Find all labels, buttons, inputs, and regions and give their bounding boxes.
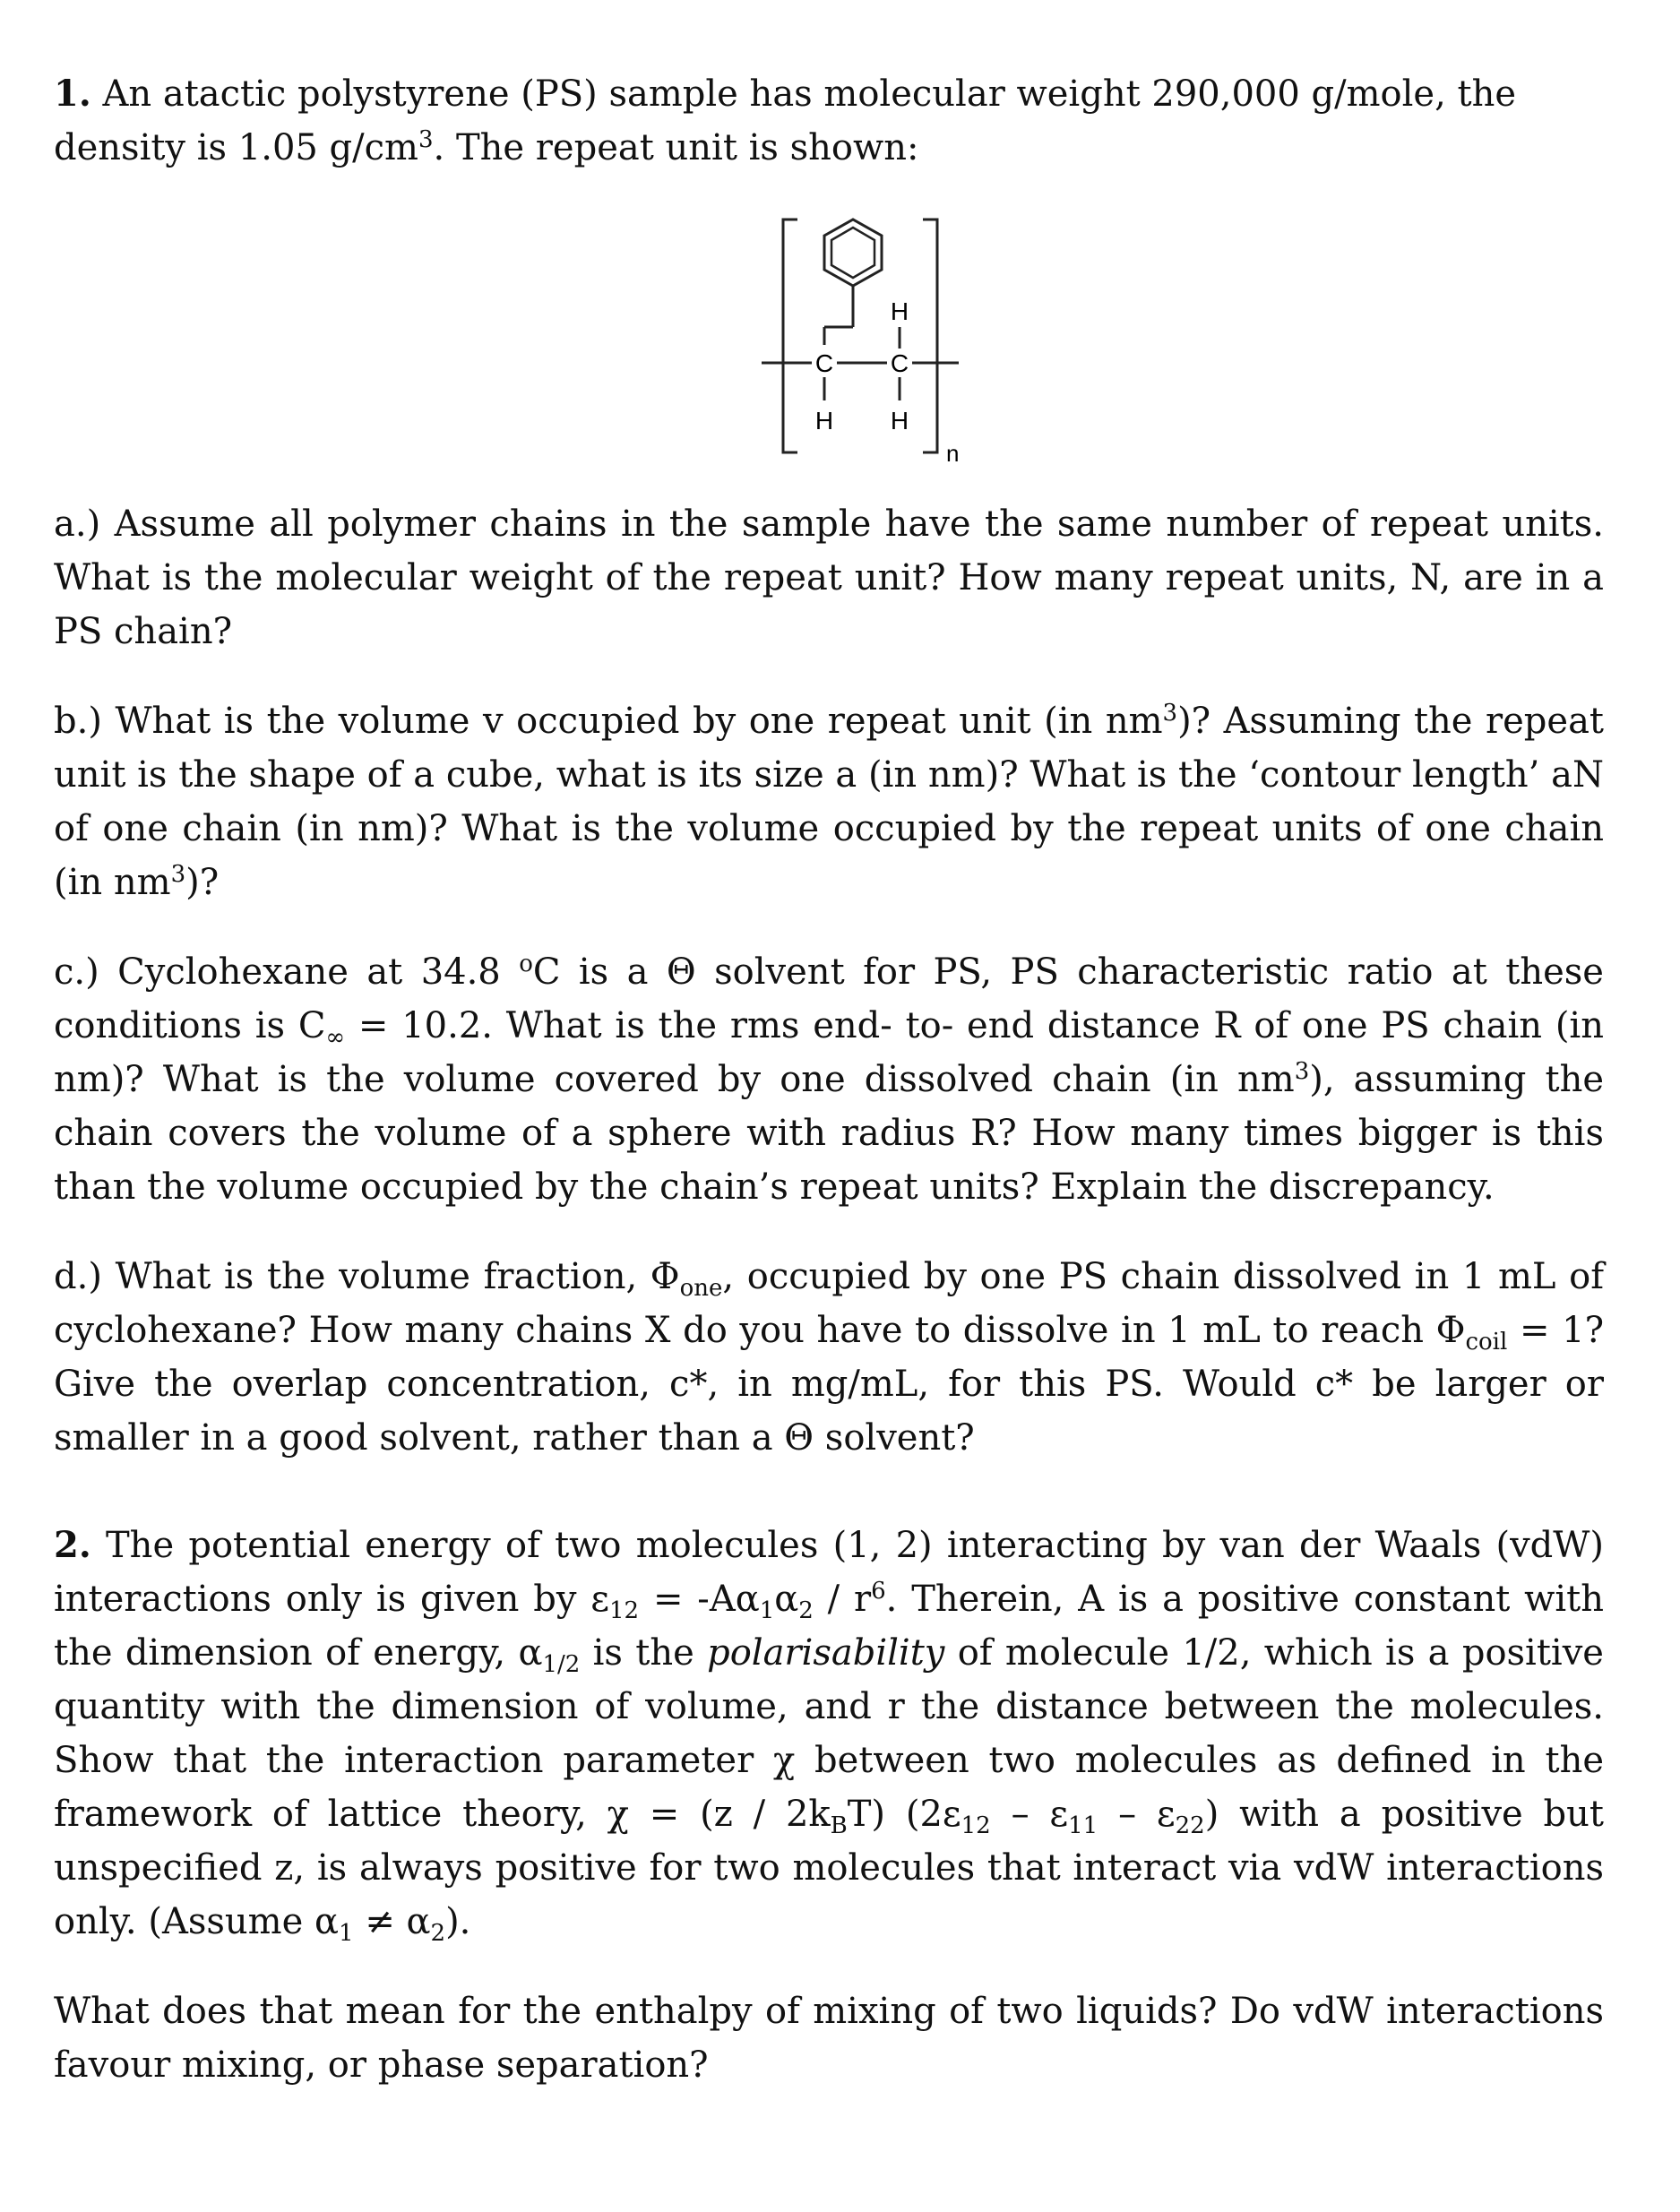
q2-number: 2.: [54, 1524, 91, 1566]
q2-text1: The potential energy of two molecules (1, 2) interacting by van der Waals (vdW) interactions only is given by ε: [54, 1525, 1604, 1620]
q1-b-text3: )?: [185, 862, 220, 903]
q2-sup-6: 6: [871, 1578, 886, 1605]
q1-intro: [54, 67, 1604, 175]
q1-part-c: [54, 945, 1604, 1214]
q2-text7: of molecule 1/2, which is a positive quantity with the dimension of volume, and r the distance between the molecules. Show that the interaction parameter χ between two molecules as defined in the framework of lattice theory, χ = (z / 2k: [54, 1632, 1604, 1835]
q2-sub-1a: 1: [759, 1597, 775, 1624]
polystyrene-repeat-unit-diagram: [744, 202, 1012, 470]
q2-sub-22: 22: [1175, 1812, 1205, 1839]
q1-part-a: a.) Assume all polymer chains in the sample have the same number of repeat units. What is the molecular weight of the repeat unit? How many repeat units, N, are in a PS chain?: [54, 504, 1604, 652]
q2-text4: / r: [813, 1579, 872, 1620]
q2-text6: is the: [580, 1632, 708, 1674]
q1-c-sup3: 3: [1294, 1058, 1310, 1085]
document-page: [54, 67, 1604, 2092]
q1-c-degree: o: [519, 951, 533, 977]
q1-c-text1: c.) Cyclohexane at 34.8: [54, 951, 520, 993]
repeat-unit-structure: [54, 202, 1604, 470]
q2-sub-12a: 12: [609, 1597, 640, 1624]
q2-text9: – ε: [990, 1794, 1069, 1835]
q1-b-text1: b.) What is the volume v occupied by one repeat unit (in nm: [54, 701, 1163, 742]
atom-h-bottom-right: H: [890, 407, 909, 435]
q1-d-text2: , occupied by one PS chain dissolved in 1 mL of cyclohexane? How many chains X do you have to dissolve in 1 mL to reach Φ: [54, 1256, 1604, 1351]
atom-h-bottom-left: H: [814, 407, 834, 435]
q2-polarisability: polarisability: [707, 1632, 945, 1674]
q2-sub-11: 11: [1068, 1812, 1098, 1839]
q2-text12: ≠ α: [353, 1901, 431, 1942]
q1-d-sub-one: one: [679, 1275, 723, 1302]
atom-c2: C: [890, 349, 909, 377]
q1-part-d: [54, 1250, 1604, 1465]
q2-text5: . Therein, A is a positive constant with the dimension of energy, α: [54, 1579, 1605, 1674]
q2-text11: ) with a positive but unspecified z, is always positive for two molecules that interact via vdW interactions only. (Assume α: [54, 1794, 1604, 1942]
q1-d-text3: = 1? Give the overlap concentration, c*, in mg/mL, for this PS. Would c* be larger or smaller in a good solvent, rather than a Θ solvent?: [54, 1310, 1605, 1459]
left-bracket: [783, 219, 797, 452]
q1-c-text4: ), assuming the chain covers the volume of a sphere with radius R? How many times bigger is this than the volume occupied by the chain’s repeat units? Explain the discrepancy.: [54, 1059, 1604, 1208]
q2-paragraph-2: What does that mean for the enthalpy of mixing of two liquids? Do vdW interactions favour mixing, or phase separation?: [54, 1991, 1604, 2086]
q2-paragraph-1: [54, 1519, 1604, 1949]
q2-sub-2a: 2: [798, 1597, 814, 1624]
q1-intro-sup: 3: [418, 126, 434, 153]
q1-d-sub-coil: coil: [1465, 1329, 1508, 1356]
q1-c-text3: = 10.2. What is the rms end- to- end distance R of one PS chain (in nm)? What is the volume covered by one dissolved chain (in nm: [54, 1005, 1604, 1100]
q2-sub-B: B: [830, 1812, 848, 1839]
benzene-inner-ring: [831, 228, 874, 278]
q2-sub-1-2: 1/2: [542, 1651, 581, 1678]
q1-d-text1: d.) What is the volume fraction, Φ: [54, 1256, 680, 1297]
q1-intro-line2b: . The repeat unit is shown:: [433, 127, 919, 168]
subscript-n: n: [946, 440, 960, 467]
q2-sub-12c: 12: [961, 1812, 991, 1839]
q1-intro-line1: An atactic polystyrene (PS) sample has molecular weight 290,000 g/mole, the: [102, 73, 1517, 115]
benzene-ring: [824, 219, 882, 286]
q1-b-sup2: 3: [170, 861, 186, 888]
q1-intro-line2a: density is 1.05 g/cm: [54, 127, 418, 168]
q1-b-text2: )? Assuming the repeat unit is the shape of a cube, what is its size a (in nm)? What is the ‘contour length’ aN of one chain (in nm)? What is the volume occupied by the repeat units of one chain (in nm: [54, 701, 1604, 903]
q2-text10: – ε: [1098, 1794, 1176, 1835]
q1-c-text2: C is a Θ solvent for PS, PS characteristic ratio at these conditions is C: [54, 951, 1604, 1046]
atom-c1: C: [814, 349, 834, 377]
q2-text3: α: [774, 1579, 799, 1620]
right-bracket: [923, 219, 937, 452]
q2-sub-2b: 2: [430, 1920, 446, 1947]
q1-part-b: [54, 694, 1604, 909]
q1-number: 1.: [54, 73, 91, 115]
q1-b-sup1: 3: [1162, 700, 1178, 727]
q2-text2: = -Aα: [639, 1579, 760, 1620]
q2-sub-1b: 1: [339, 1920, 354, 1947]
atom-h-top: H: [890, 297, 909, 325]
q1-c-sub-inf: ∞: [325, 1024, 346, 1051]
q2-text8: T) (2ε: [847, 1794, 961, 1835]
q2-text13: ).: [445, 1901, 471, 1942]
